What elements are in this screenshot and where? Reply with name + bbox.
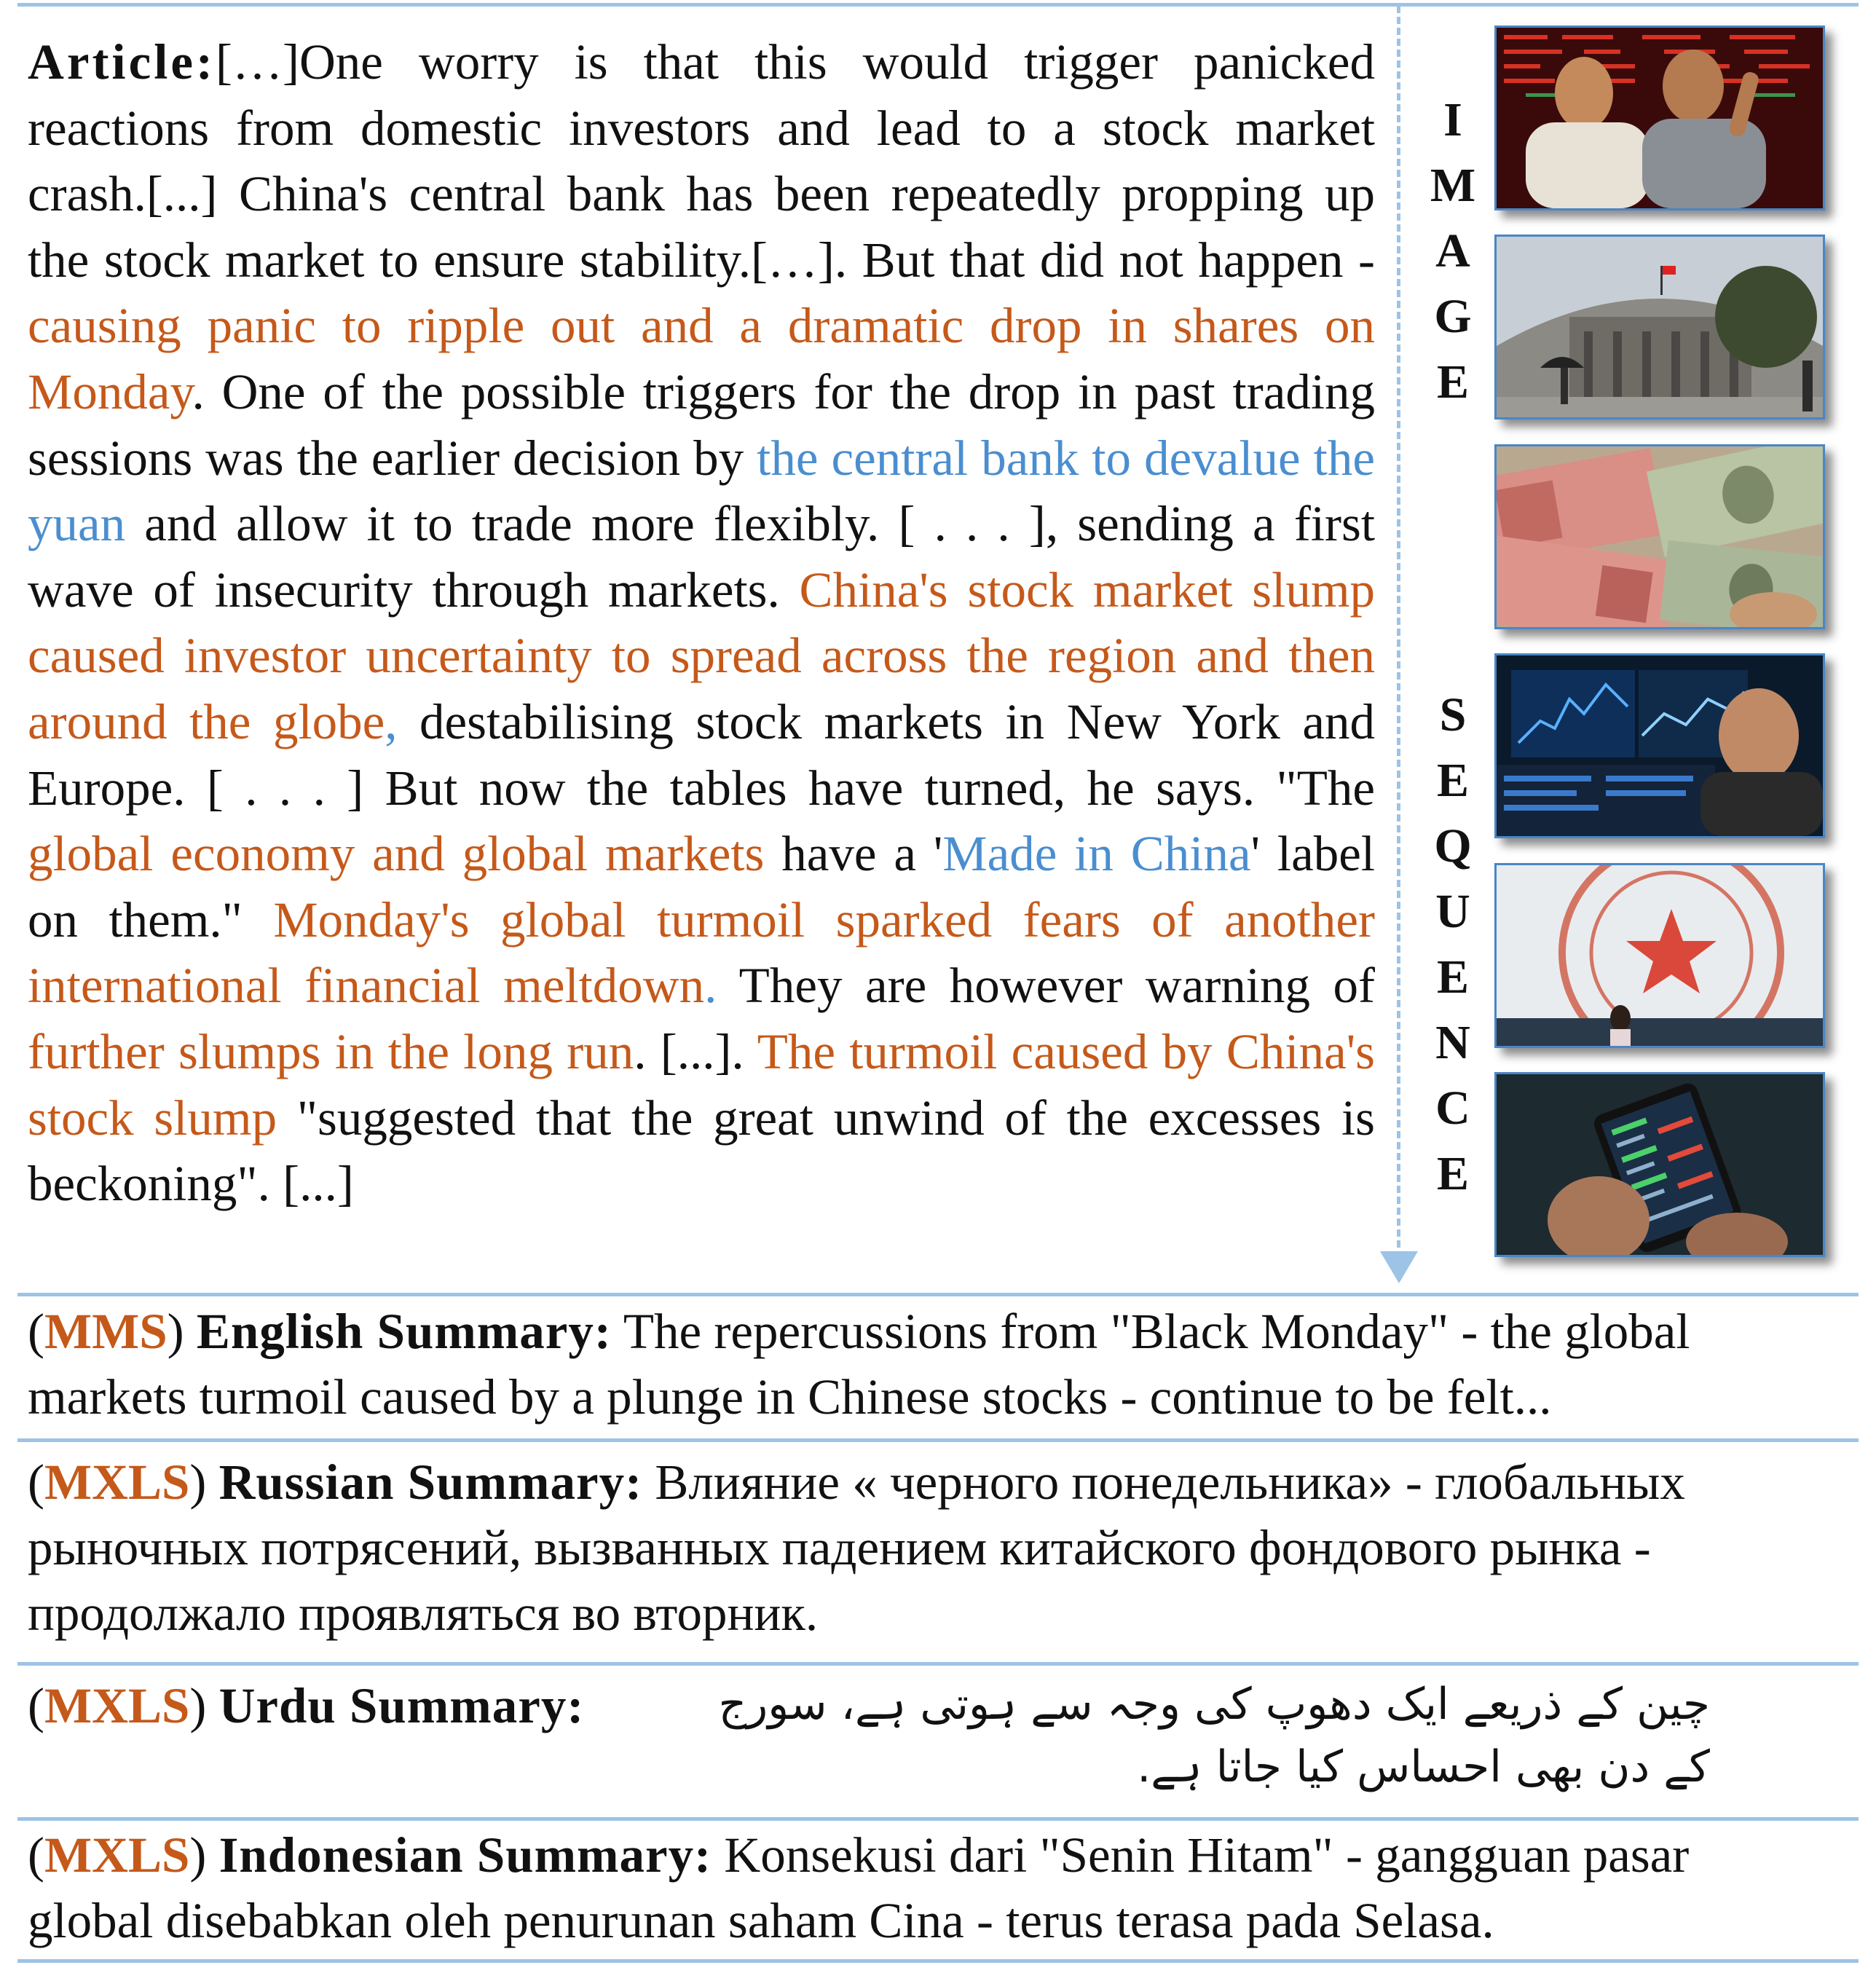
article-segment: ' label on them." (28, 826, 1375, 948)
article-text (28, 29, 1375, 1217)
highlight-blue-segment: . (704, 958, 717, 1014)
sequence-arrow-line (1397, 6, 1400, 1259)
summary-tag: MXLS (44, 1678, 190, 1733)
sequence-vertical-label (1427, 682, 1478, 1207)
summary-label: Russian Summary: (218, 1454, 643, 1510)
sequence-arrow-head (1380, 1251, 1418, 1283)
investors-watching-board-thumbnail (1494, 25, 1825, 210)
sequence-letter: E (1436, 1147, 1470, 1200)
highlight-orange-segment: The turmoil caused by China's stock slump (28, 1023, 1375, 1146)
urdu-summary: (MXLS) Urdu Summary: چین کے ذریعے ایک دھوپ کی وجہ سے ہوتی ہے، سورج کے دن بھی احساس کیا جاتا ہے. (28, 1673, 1848, 1738)
english-summary: (MMS) English Summary: The repercussions from "Black Monday" - the global markets turmoil caused by a plunge in Chinese stocks - continue to be felt... (28, 1304, 1690, 1425)
urdu-summary-text: چین کے ذریعے ایک دھوپ کی وجہ سے ہوتی ہے، سورج کے دن بھی احساس کیا جاتا ہے. (718, 1679, 1710, 1792)
russian-summary-rule (17, 1662, 1859, 1666)
bottom-rule (17, 1959, 1859, 1963)
top-rule (17, 3, 1859, 7)
indonesian-summary: (MXLS) Indonesian Summary: Konsekusi dari "Senin Hitam" - gangguan pasar global disebabkan oleh penurunan saham Cina - terus terasa pada Selasa. (28, 1827, 1690, 1948)
highlight-orange-segment: global economy and global markets (28, 826, 765, 882)
highlight-orange-segment: further slumps in the long run (28, 1023, 634, 1079)
summary-label: Indonesian Summary: (218, 1827, 712, 1883)
summary-text (28, 1673, 1710, 1798)
summary-tag: MXLS (44, 1454, 190, 1510)
urdu-label-spacer (28, 1673, 669, 1736)
trader-monitors-thumbnail (1494, 653, 1825, 838)
article-segment: […]One worry is that this would trigger panicked reactions from domestic investors and lead to a stock market crash.[...] China's central bank has been repeatedly propping up the stock market to ensure stability.[…]. But that did not happen - (28, 34, 1375, 288)
article-segment: They are however warning of (717, 958, 1375, 1014)
image-letter: M (1430, 159, 1476, 212)
english-summary-rule (17, 1438, 1859, 1442)
article-segment: . [...]. (634, 1023, 757, 1079)
summary-tag: MMS (44, 1304, 168, 1359)
yuan-dollar-banknotes-thumbnail (1494, 444, 1825, 629)
summary-tag: MXLS (44, 1827, 190, 1883)
sequence-letter: C (1435, 1082, 1470, 1135)
article-segment: . One of the possible triggers for the drop in past trading sessions was the earlier decision by (28, 363, 1375, 486)
sequence-letter: S (1439, 688, 1467, 741)
summary-text: Влияние « черного понедельника» - глобальных рыночных потрясений, вызванных падением китайского фондового рынка - продолжало проявляться во вторник. (28, 1454, 1685, 1641)
smartphone-stock-app-thumbnail (1494, 1072, 1825, 1257)
sequence-letter: E (1436, 950, 1470, 1004)
highlight-blue-segment: the central bank to devalue the yuan (28, 430, 1375, 552)
urdu-summary-rule (17, 1817, 1859, 1821)
article-segment: have a ' (764, 826, 943, 882)
russian-summary: (MXLS) Russian Summary: Влияние « черного понедельника» - глобальных рыночных потрясений, вызванных падением китайского фондового рынка - продолжало проявляться во вторник. (28, 1454, 1685, 1641)
image-letter: I (1443, 93, 1462, 146)
article-segment: "suggested that the great unwind of the excesses is beckoning". [...] (28, 1090, 1375, 1212)
image-letter: A (1435, 224, 1470, 277)
summary-label: Urdu Summary: (218, 1678, 585, 1733)
article-label: Article: (28, 34, 216, 90)
article-segment: destabilising stock markets in New York and Europe. [ . . . ] But now the tables have turned, he says. "The (28, 693, 1376, 816)
image-letter: E (1436, 355, 1470, 409)
summary-text: Konsekusi dari "Senin Hitam" - gangguan pasar global disebabkan oleh penurunan saham Cina - terus terasa pada Selasa. (28, 1827, 1690, 1948)
summary-label: English Summary: (196, 1304, 612, 1359)
summary-text: The repercussions from "Black Monday" - the global markets turmoil caused by a plunge in Chinese stocks - continue to be felt... (28, 1304, 1690, 1425)
made-in-china-seal-thumbnail (1494, 863, 1825, 1048)
image-letter: G (1434, 290, 1472, 343)
article-bottom-rule (17, 1293, 1859, 1296)
highlight-orange-segment: Monday's global turmoil sparked fears of another international financial meltdown (28, 891, 1375, 1014)
highlight-orange-segment: China's stock market slump caused investor uncertainty to spread across the region and then around the globe (28, 562, 1375, 749)
highlight-blue-segment: , (385, 693, 398, 749)
image-vertical-label (1427, 87, 1478, 415)
highlight-orange-segment: causing panic to ripple out and a dramatic drop in shares on Monday (28, 298, 1375, 420)
sequence-letter: Q (1434, 819, 1472, 873)
highlight-blue-segment: Made in China (942, 826, 1251, 882)
sequence-letter: U (1435, 885, 1470, 938)
sequence-letter: E (1436, 754, 1470, 807)
central-bank-building-thumbnail (1494, 235, 1825, 420)
article-segment: and allow it to trade more flexibly. [ . . . ], sending a first wave of insecurity through markets. (28, 496, 1375, 618)
sequence-letter: N (1435, 1016, 1470, 1069)
